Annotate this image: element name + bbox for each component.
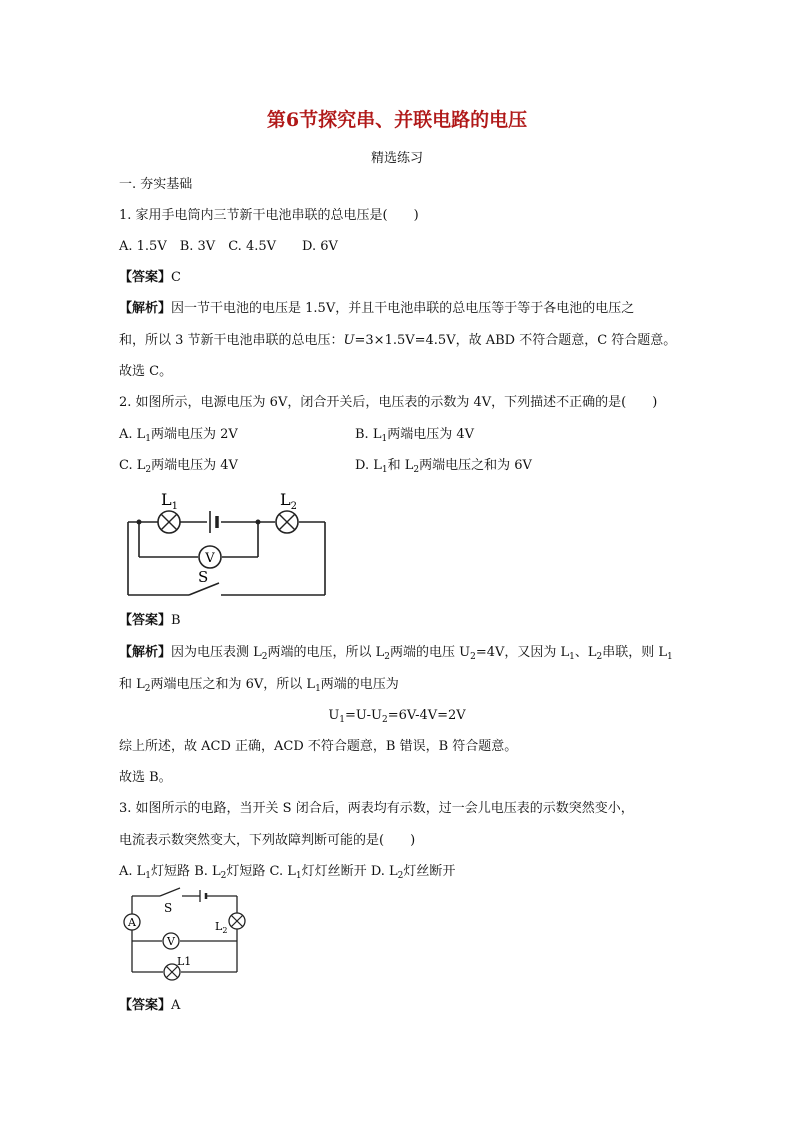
answer-value: C [171, 270, 181, 285]
subscript: 1 [381, 434, 388, 444]
q2-analysis-line1: 【解析】因为电压表测 $L_2$两端的电压，所以 $L_2$两端的电压 $U_2=4V$，又因为 $L_1$、$L_2$串联，则 $L_1$ [119, 645, 673, 662]
q2-option-a [119, 427, 238, 443]
analysis-text: =3×1.5V=4.5V，故 ABD 不符合题意，C 符合题意。 [354, 333, 677, 348]
svg-text:A: A [128, 916, 136, 929]
ammeter-icon [124, 914, 140, 930]
q2-conclusion: 故选 B。 [119, 770, 172, 785]
q1-stem: 1. 家用手电筒内三节新干电池串联的总电压是( ) [119, 208, 419, 223]
q2-circuit-diagram [125, 488, 335, 603]
analysis-label: 【解析】 [119, 301, 172, 316]
q3-circuit-diagram [120, 885, 250, 975]
lamp-l2-icon [276, 511, 298, 533]
voltmeter-icon [163, 933, 179, 949]
option-text: 两端电压为 2V [151, 427, 238, 442]
svg-text:V: V [167, 935, 175, 948]
subscript: 2 [413, 465, 420, 475]
subscript: 2 [145, 465, 152, 475]
page-subtitle: 精选练习 [370, 151, 423, 166]
subscript: 1 [381, 465, 388, 475]
lamp-l2-icon [229, 913, 245, 929]
q1-analysis-line1 [119, 301, 634, 317]
answer-value: B [171, 613, 181, 628]
lamp-l1-label: $L_1$ [161, 490, 178, 512]
q1-conclusion: 故选 C。 [119, 364, 173, 379]
answer-label: 【答案】 [119, 613, 172, 628]
q1-answer [119, 270, 181, 286]
analysis-text: 和，所以 3 节新干电池串联的总电压： [119, 333, 344, 348]
q2-option-d [355, 458, 532, 474]
option-text: D. L [355, 458, 382, 473]
q2-summary: 综上所述，故 ACD 正确，ACD 不符合题意，B 错误，B 符合题意。 [119, 739, 518, 754]
option-text: A. L [119, 427, 146, 442]
analysis-variable: U [343, 333, 355, 348]
option-text: 两端电压为 4V [151, 458, 238, 473]
q2-stem: 2. 如图所示，电源电压为 6V，闭合开关后，电压表的示数为 4V，下列描述不正确的是( ) [119, 395, 658, 410]
lamp-l2-label: $L_2$ [215, 920, 228, 935]
voltmeter-icon [199, 546, 221, 568]
option-text: 两端电压为 4V [387, 427, 474, 442]
q2-analysis-line2: 和 $L_2$两端电压之和为 6V，所以 $L_1$两端的电压为 [119, 677, 399, 694]
q3-options: A. $L_1$灯短路 B. $L_2$灯短路 C. $L_1$灯灯丝断开 D. $L_2$灯丝断开 [119, 864, 456, 881]
q2-formula: $U_1=U-U_2=6V-4V=2V$ [328, 708, 466, 725]
answer-label: 【答案】 [119, 998, 172, 1013]
option-text: B. L [355, 427, 382, 442]
lamp-l1-label: L1 [177, 955, 192, 968]
switch-label: S [164, 901, 173, 915]
answer-label: 【答案】 [119, 270, 172, 285]
q2-option-c [119, 458, 238, 474]
option-text: C. L [119, 458, 146, 473]
analysis-text: 因一节干电池的电压是 1.5V，并且干电池串联的总电压等于等于各电池的电压之 [171, 301, 635, 316]
q3-stem-line1: 3. 如图所示的电路，当开关 S 闭合后，两表均有示数，过一会儿电压表的示数突然变小， [119, 801, 634, 816]
q1-analysis-line2 [119, 333, 676, 349]
q2-option-b [355, 427, 474, 443]
q3-stem-line2: 电流表示数突然变大，下列故障判断可能的是( ) [119, 833, 416, 848]
lamp-l1-icon [158, 511, 180, 533]
answer-value: A [171, 998, 181, 1013]
q2-answer [119, 613, 181, 629]
switch-label: S [198, 568, 209, 586]
option-text: 和 L [387, 458, 414, 473]
analysis-label: 【解析】 [119, 645, 172, 660]
lamp-l2-label: $L_2$ [280, 490, 297, 512]
subscript: 1 [145, 434, 152, 444]
q3-answer [119, 998, 180, 1014]
option-text: 两端电压之和为 6V [419, 458, 532, 473]
svg-text:V: V [205, 551, 215, 566]
q1-options: A. 1.5V B. 3V C. 4.5V D. 6V [119, 239, 338, 254]
page-title: 第6节探究串、并联电路的电压 [266, 109, 528, 131]
section-heading: 一. 夯实基础 [119, 177, 193, 192]
